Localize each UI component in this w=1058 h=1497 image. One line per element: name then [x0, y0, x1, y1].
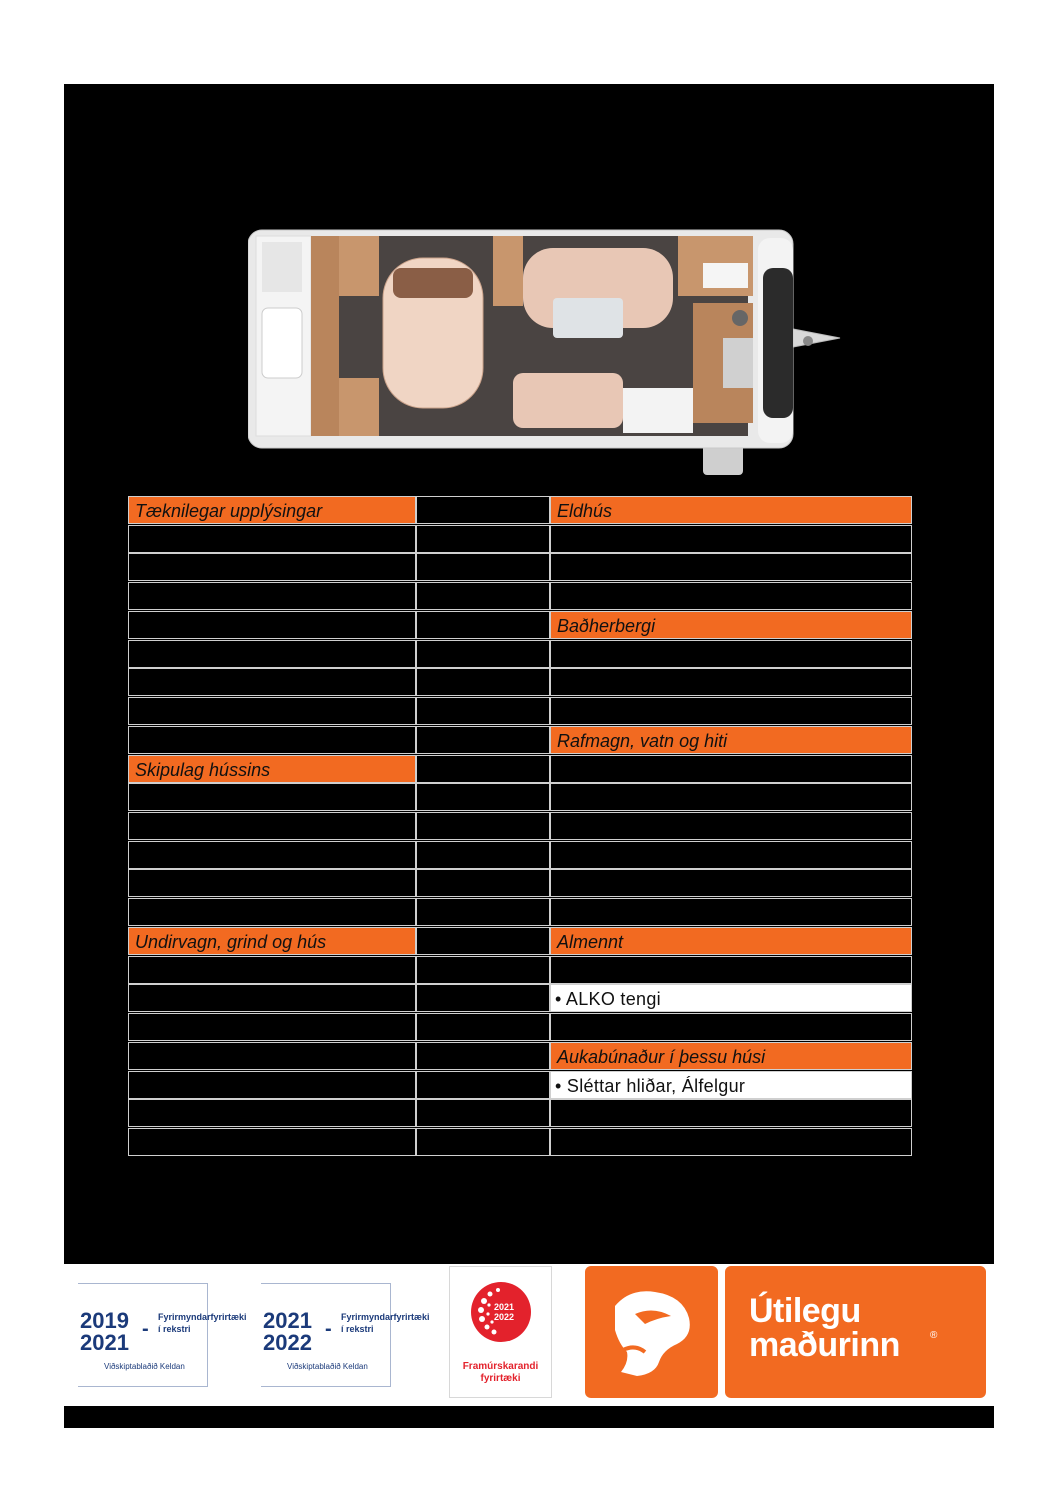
table-row [550, 812, 912, 840]
table-cell [416, 726, 550, 754]
table-row [550, 1013, 912, 1041]
table-row [550, 841, 912, 869]
brand-line2: maðurinn [749, 1326, 900, 1364]
table-row [128, 1099, 416, 1127]
table-cell [416, 812, 550, 840]
table-row [128, 869, 416, 897]
table-cell [416, 984, 550, 1012]
kitchen-header: Eldhús [550, 496, 912, 524]
table-row [128, 841, 416, 869]
table-row [550, 869, 912, 897]
table-row [550, 525, 912, 553]
table-row [128, 1071, 416, 1099]
table-row [128, 525, 416, 553]
table-row [128, 1013, 416, 1041]
award-logo [449, 1266, 552, 1398]
table-row [128, 640, 416, 668]
cert-dash: - [142, 1318, 149, 1340]
cert-year-end: 2022 [263, 1330, 312, 1355]
table-row [128, 956, 416, 984]
extras-header: Aukabúnaður í þessu húsi [550, 1042, 912, 1070]
table-row [550, 668, 912, 696]
cert-year-start: 2021 [263, 1308, 312, 1333]
table-cell [416, 869, 550, 897]
table-row [128, 1128, 416, 1156]
table-row [128, 783, 416, 811]
cert-title: Fyrirmyndarfyrirtæki [341, 1312, 430, 1322]
cert-year-end: 2021 [80, 1330, 129, 1355]
brand-face-icon [585, 1266, 718, 1398]
table-row [550, 640, 912, 668]
table-row [550, 1128, 912, 1156]
table-cell [416, 956, 550, 984]
cert-sub: Viðskiptablaðið Keldan [287, 1362, 368, 1371]
cert-dash: - [325, 1318, 332, 1340]
table-row [128, 553, 416, 581]
table-cell [416, 927, 550, 955]
table-row [128, 1042, 416, 1070]
table-row [550, 783, 912, 811]
cert-logo-2021-2022 [261, 1283, 430, 1387]
award-year-a: 2021 [494, 1302, 515, 1312]
award-line2: fyrirtæki [480, 1373, 521, 1384]
table-cell [416, 755, 550, 783]
table-row [550, 1099, 912, 1127]
footer-bar [64, 1406, 994, 1428]
table-cell [416, 640, 550, 668]
general-header: Almennt [550, 927, 912, 955]
award-year-b: 2022 [494, 1312, 515, 1322]
cert-sub: Viðskiptablaðið Keldan [104, 1362, 185, 1371]
table-cell [416, 668, 550, 696]
layout-header: Skipulag hússins [128, 755, 416, 783]
table-cell [416, 841, 550, 869]
chassis-header: Undirvagn, grind og hús [128, 927, 416, 955]
table-row [128, 984, 416, 1012]
table-cell [416, 898, 550, 926]
general-item: • ALKO tengi [550, 984, 912, 1012]
table-cell [416, 783, 550, 811]
cert-title-2: í rekstri [158, 1324, 191, 1334]
registered-mark: ® [930, 1330, 938, 1341]
table-cell [416, 1099, 550, 1127]
award-line1: Framúrskarandi [462, 1361, 539, 1372]
table-row [128, 898, 416, 926]
table-cell [416, 1128, 550, 1156]
table-row [128, 726, 416, 754]
table-row [550, 956, 912, 984]
table-row [128, 582, 416, 610]
table-row [550, 553, 912, 581]
table-cell [416, 553, 550, 581]
table-row [550, 697, 912, 725]
table-cell [416, 697, 550, 725]
table-cell [416, 582, 550, 610]
extras-item: • Sléttar hliðar, Álfelgur [550, 1071, 912, 1099]
cert-title-2: í rekstri [341, 1324, 374, 1334]
table-cell [416, 525, 550, 553]
utilities-header: Rafmagn, vatn og hiti [550, 726, 912, 754]
table-row [550, 582, 912, 610]
table-row [128, 668, 416, 696]
table-row [128, 812, 416, 840]
table-row [128, 697, 416, 725]
cert-year-start: 2019 [80, 1308, 129, 1333]
table-cell [416, 496, 550, 524]
table-row [128, 611, 416, 639]
brand-wordmark [725, 1266, 986, 1398]
table-cell [416, 1042, 550, 1070]
bathroom-header: Baðherbergi [550, 611, 912, 639]
cert-title: Fyrirmyndarfyrirtæki [158, 1312, 247, 1322]
technical-header: Tæknilegar upplýsingar [128, 496, 416, 524]
brand-mark [585, 1266, 718, 1398]
brand-line1: Útilegu [749, 1292, 861, 1330]
cert-logo-2019-2021 [78, 1283, 247, 1387]
table-row [550, 755, 912, 783]
table-cell [416, 1013, 550, 1041]
table-cell [416, 611, 550, 639]
table-row [550, 898, 912, 926]
floorplan-image [248, 228, 848, 478]
table-cell [416, 1071, 550, 1099]
